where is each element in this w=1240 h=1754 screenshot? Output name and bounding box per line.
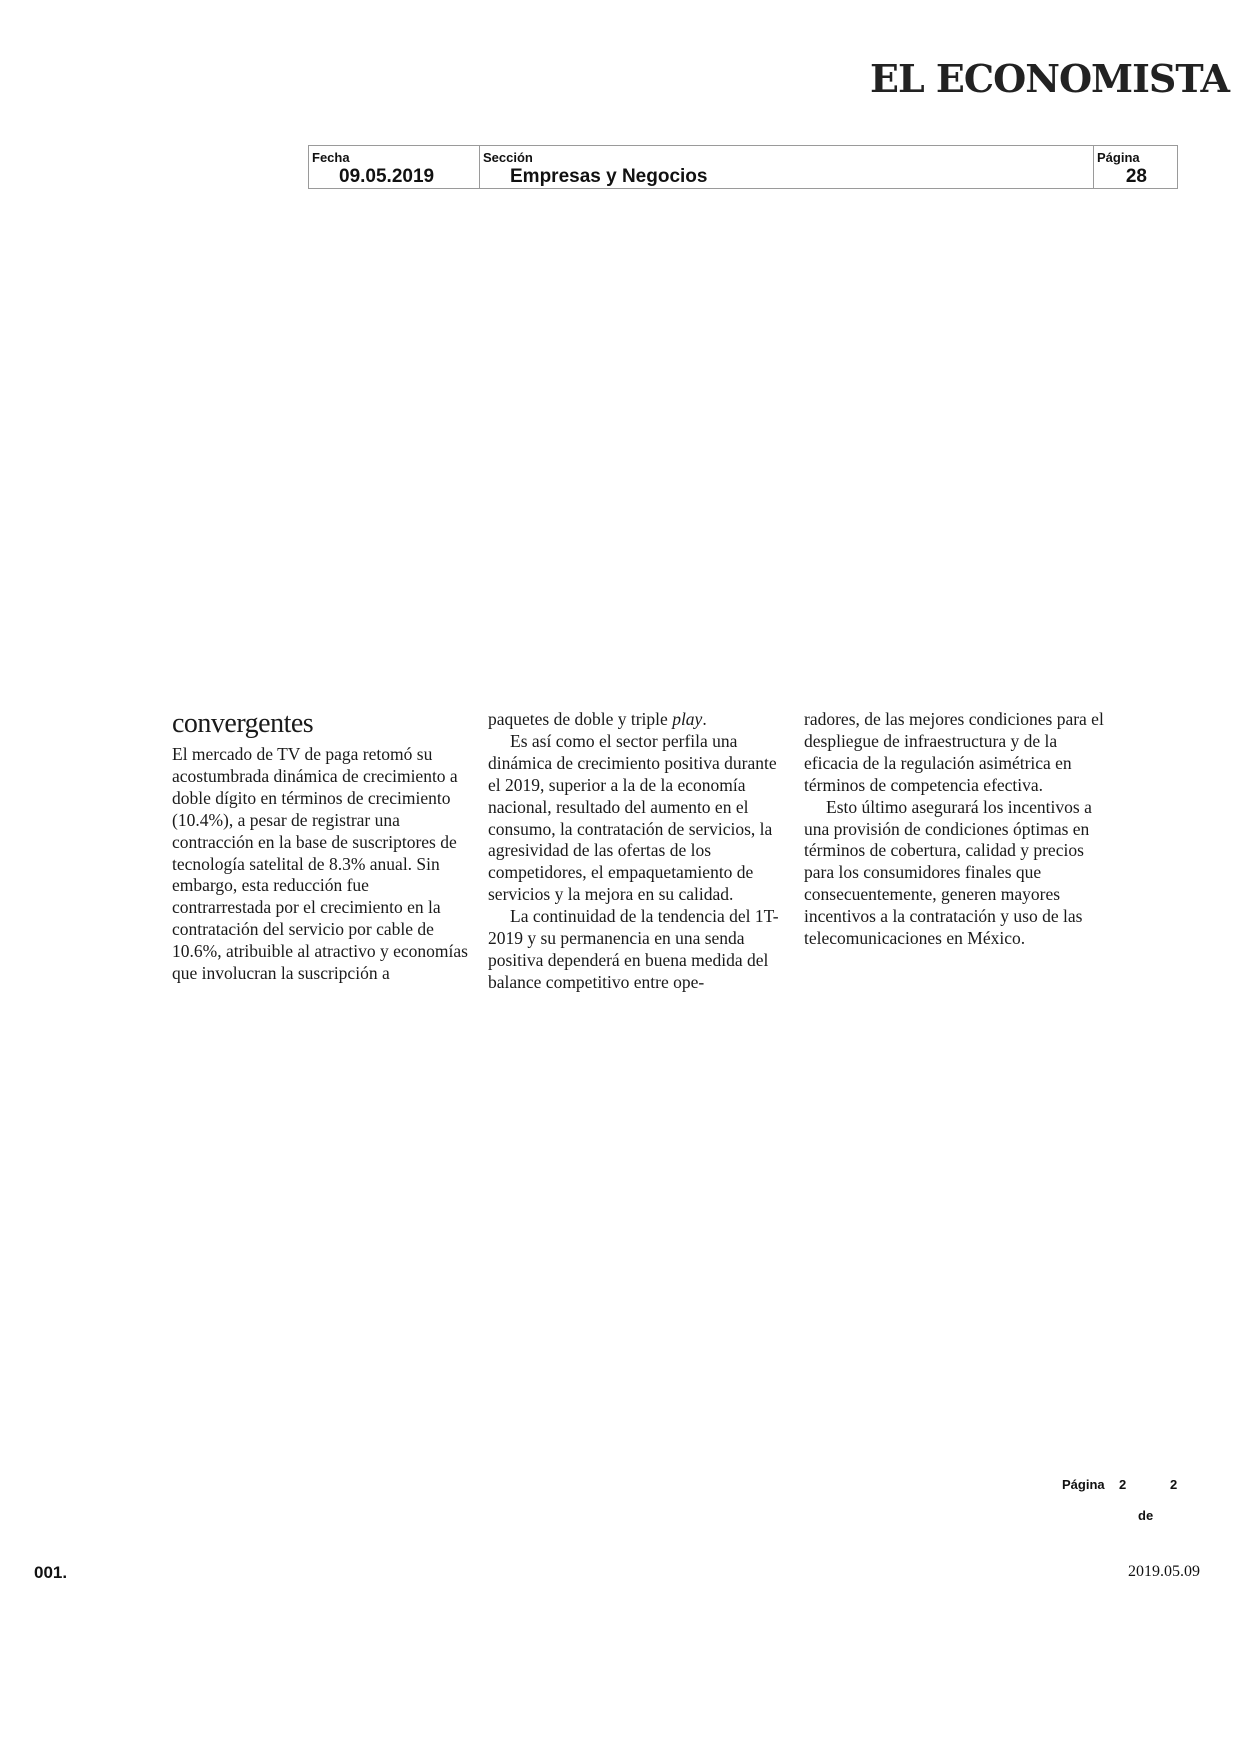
article-column-3 (804, 709, 1104, 950)
paragraph-text-end: . (702, 709, 707, 729)
paragraph (488, 709, 788, 731)
paragraph: radores, de las mejores condiciones para el despliegue de infraestructura y de la eficacia de la regulación asimétrica en términos de competencia efectiva. (804, 709, 1104, 795)
paragraph: La continuidad de la tendencia del 1T-2019 y su permanencia en una senda positiva dependerá en buena medida del balance competitivo entre ope- (488, 906, 779, 992)
paragraph: El mercado de TV de paga retomó su acostumbrada dinámica de crecimiento a doble dígito en términos de crecimiento (10.4%), a pesar de registrar una contracción en la base de suscriptores de tecnología satelital de 8.3% anual. Sin embargo, esta reducción fue contrarrestada por el crecimiento en la contratación del servicio por cable de 10.6%, atribuible al atractivo y economías que involucran la suscripción a (172, 744, 468, 984)
page-counter (1062, 1477, 1192, 1527)
seccion-cell (479, 146, 1093, 188)
page-counter-total: 2 (1170, 1477, 1178, 1492)
page-counter-label: Página (1062, 1477, 1105, 1492)
seccion-value: Empresas y Negocios (510, 166, 708, 187)
footer-date: 2019.05.09 (1128, 1563, 1200, 1580)
article-subheading: convergentes (172, 708, 314, 739)
fecha-value: 09.05.2019 (339, 166, 435, 187)
pagina-cell (1093, 146, 1177, 188)
logo-text: EL ECONOMISTA (870, 55, 1230, 101)
publication-logo (862, 52, 1230, 104)
paragraph: Esto último asegurará los incentivos a una provisión de condiciones óptimas en términos de cobertura, calidad y precios para los consumidores finales que consecuentemente, generen mayores incentivos a la contratación y uso de las telecomunicaciones en México. (804, 796, 1092, 949)
paragraph-emphasis: play (672, 709, 703, 729)
fecha-label: Fecha (312, 150, 350, 165)
metadata-table (308, 145, 1178, 189)
page-counter-current: 2 (1119, 1477, 1127, 1492)
paragraph: Es así como el sector perfila una dinámica de crecimiento positiva durante el 2019, superior a la de la economía nacional, resultado del aumento en el consumo, la contratación de servicios, la agresividad de las ofertas de los competidores, el empaquetamiento de servicios y la mejora en su calidad. (488, 730, 777, 905)
seccion-label: Sección (483, 150, 533, 165)
fecha-cell (309, 146, 479, 188)
pagina-label: Página (1097, 150, 1140, 165)
paragraph-text: paquetes de doble y triple (488, 709, 673, 729)
pagina-value: 28 (1125, 166, 1147, 187)
article-column-2 (488, 709, 788, 994)
article-column-1 (172, 708, 472, 985)
page-counter-de: de (1138, 1508, 1154, 1523)
footer-code: 001. (34, 1563, 68, 1582)
